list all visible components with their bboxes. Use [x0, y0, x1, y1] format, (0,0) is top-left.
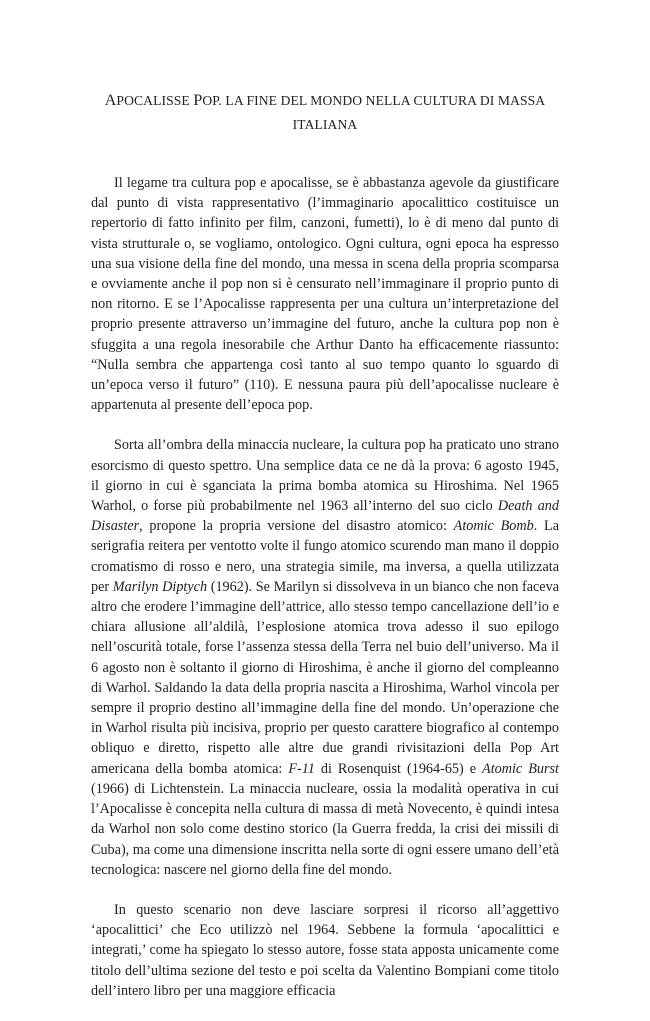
paragraph-text: (1962). Se Marilyn si dissolveva in un bianco che non faceva altro che erodere l’immagine dell’attrice, allo stesso tempo cancellazione dell’io e chiara allusione all’aldilà, l’esplosione atomica trova adesso il suo epilogo nell’oscurità totale, forse l’assenza stessa della Terra nel buio dell’universo. Ma il 6 agosto non è soltanto il giorno di Hiroshima, è anche il giorno del compleanno di Warhol. Saldando la data della propria nascita a Hiroshima, Warhol vincola per sempre il proprio destino all’immagine della fine del mondo. Un’operazione che in Warhol risulta più incisiva, proprio per questo carattere biografico al contempo obliquo e diretto, rispetto alle altre due grandi rivisitazioni della Pop Art americana della bomba atomica:: [91, 578, 559, 777]
document-page: [91, 89, 559, 1021]
artwork-title-marilyn-diptych: Marilyn Diptych: [112, 578, 208, 595]
paragraph-1: [91, 173, 559, 415]
paragraph-text: di Rosenquist (1964-65) e: [314, 760, 483, 777]
title-text-a: POCALISSE: [116, 93, 194, 108]
title-initial-a: A: [104, 92, 117, 109]
title-line-2: ITALIANA: [292, 117, 358, 132]
paragraph-text: In questo scenario non deve lasciare sorpresi il ricorso all’aggettivo ‘apocalittici’ che Eco utilizzò nel 1964. Sebbene la formula ‘apocalittici e integrati,’ come ha spiegato lo stesso autore, fosse stata apposta unicamente come titolo dell’ultima sezione del testo e poi scelta da Valentino Bompiani come titolo dell’intero libro per una maggiore efficacia: [91, 901, 559, 999]
artwork-title-f-11: F-11: [288, 760, 315, 777]
paragraph-text: Il legame tra cultura pop e apocalisse, se è abbastanza agevole da giustificare dal punto di vista rappresentativo (l’immaginario apocalittico costituisce un repertorio di fatto infinito per film, canzoni, fumetti), lo è di meno dal punto di vista strutturale o, se vogliamo, ontologico. Ogni cultura, ogni epoca ha espresso una sua visione della fine del mondo, una messa in scena della propria scomparsa e ovviamente anche il pop non si è censurato nell’immaginare il proprio punto di non ritorno. E se l’Apocalisse rappresenta per una cultura un’interpretazione del proprio presente attraverso un’immagine del futuro, anche la cultura pop non è sfuggita a una regola inesorabile che Arthur Danto ha efficacemente riassunto: “Nulla sembra che appartenga così tanto al suo tempo quanto lo sguardo di un’epoca verso il futuro” (110). E nessuna paura più dell’apocalisse nucleare è appartenuta al presente dell’epoca pop.: [91, 175, 559, 414]
paragraph-3: [91, 900, 559, 1001]
paragraph-text: (1966) di Lichtenstein. La minaccia nucleare, ossia la modalità operativa in cui l’Apocalisse è concepita nella cultura di massa di metà Novecento, è quindi intesa da Warhol non solo come destino storico (la Guerra fredda, la crisi dei missili di Cuba), ma come una dimensione inscritta nella sorte di ogni essere umano dell’età tecnologica: nascere nel giorno della fine del mondo.: [91, 780, 559, 878]
chapter-title: [91, 89, 559, 137]
paragraph-text: . La serigrafia reitera per ventotto volte il fungo atomico scurendo man mano il doppio cromatismo di rosso e nero, una strategia simile, ma inversa, a quella utilizzata per: [91, 518, 559, 595]
title-text-b: OP. LA FINE DEL MONDO NELLA CULTURA DI MASSA: [202, 93, 546, 108]
paragraph-2: [91, 435, 559, 879]
artwork-title-atomic-burst: Atomic Burst: [482, 760, 559, 777]
artwork-title-death-and-disaster: Death and Disaster: [91, 498, 559, 535]
paragraph-text: Sorta all’ombra della minaccia nucleare, la cultura pop ha praticato uno strano esorcismo di questo spettro. Una semplice data ce ne dà la prova: 6 agosto 1945, il giorno in cui è sganciata la prima bomba atomica su Hiroshima. Nel 1965 Warhol, o forse più probabilmente nel 1963 all’interno del suo ciclo: [91, 437, 559, 515]
artwork-title-atomic-bomb: Atomic Bomb: [453, 518, 534, 535]
title-initial-b: P: [193, 92, 203, 109]
paragraph-text: , propone la propria versione del disastro atomico:: [139, 518, 454, 535]
